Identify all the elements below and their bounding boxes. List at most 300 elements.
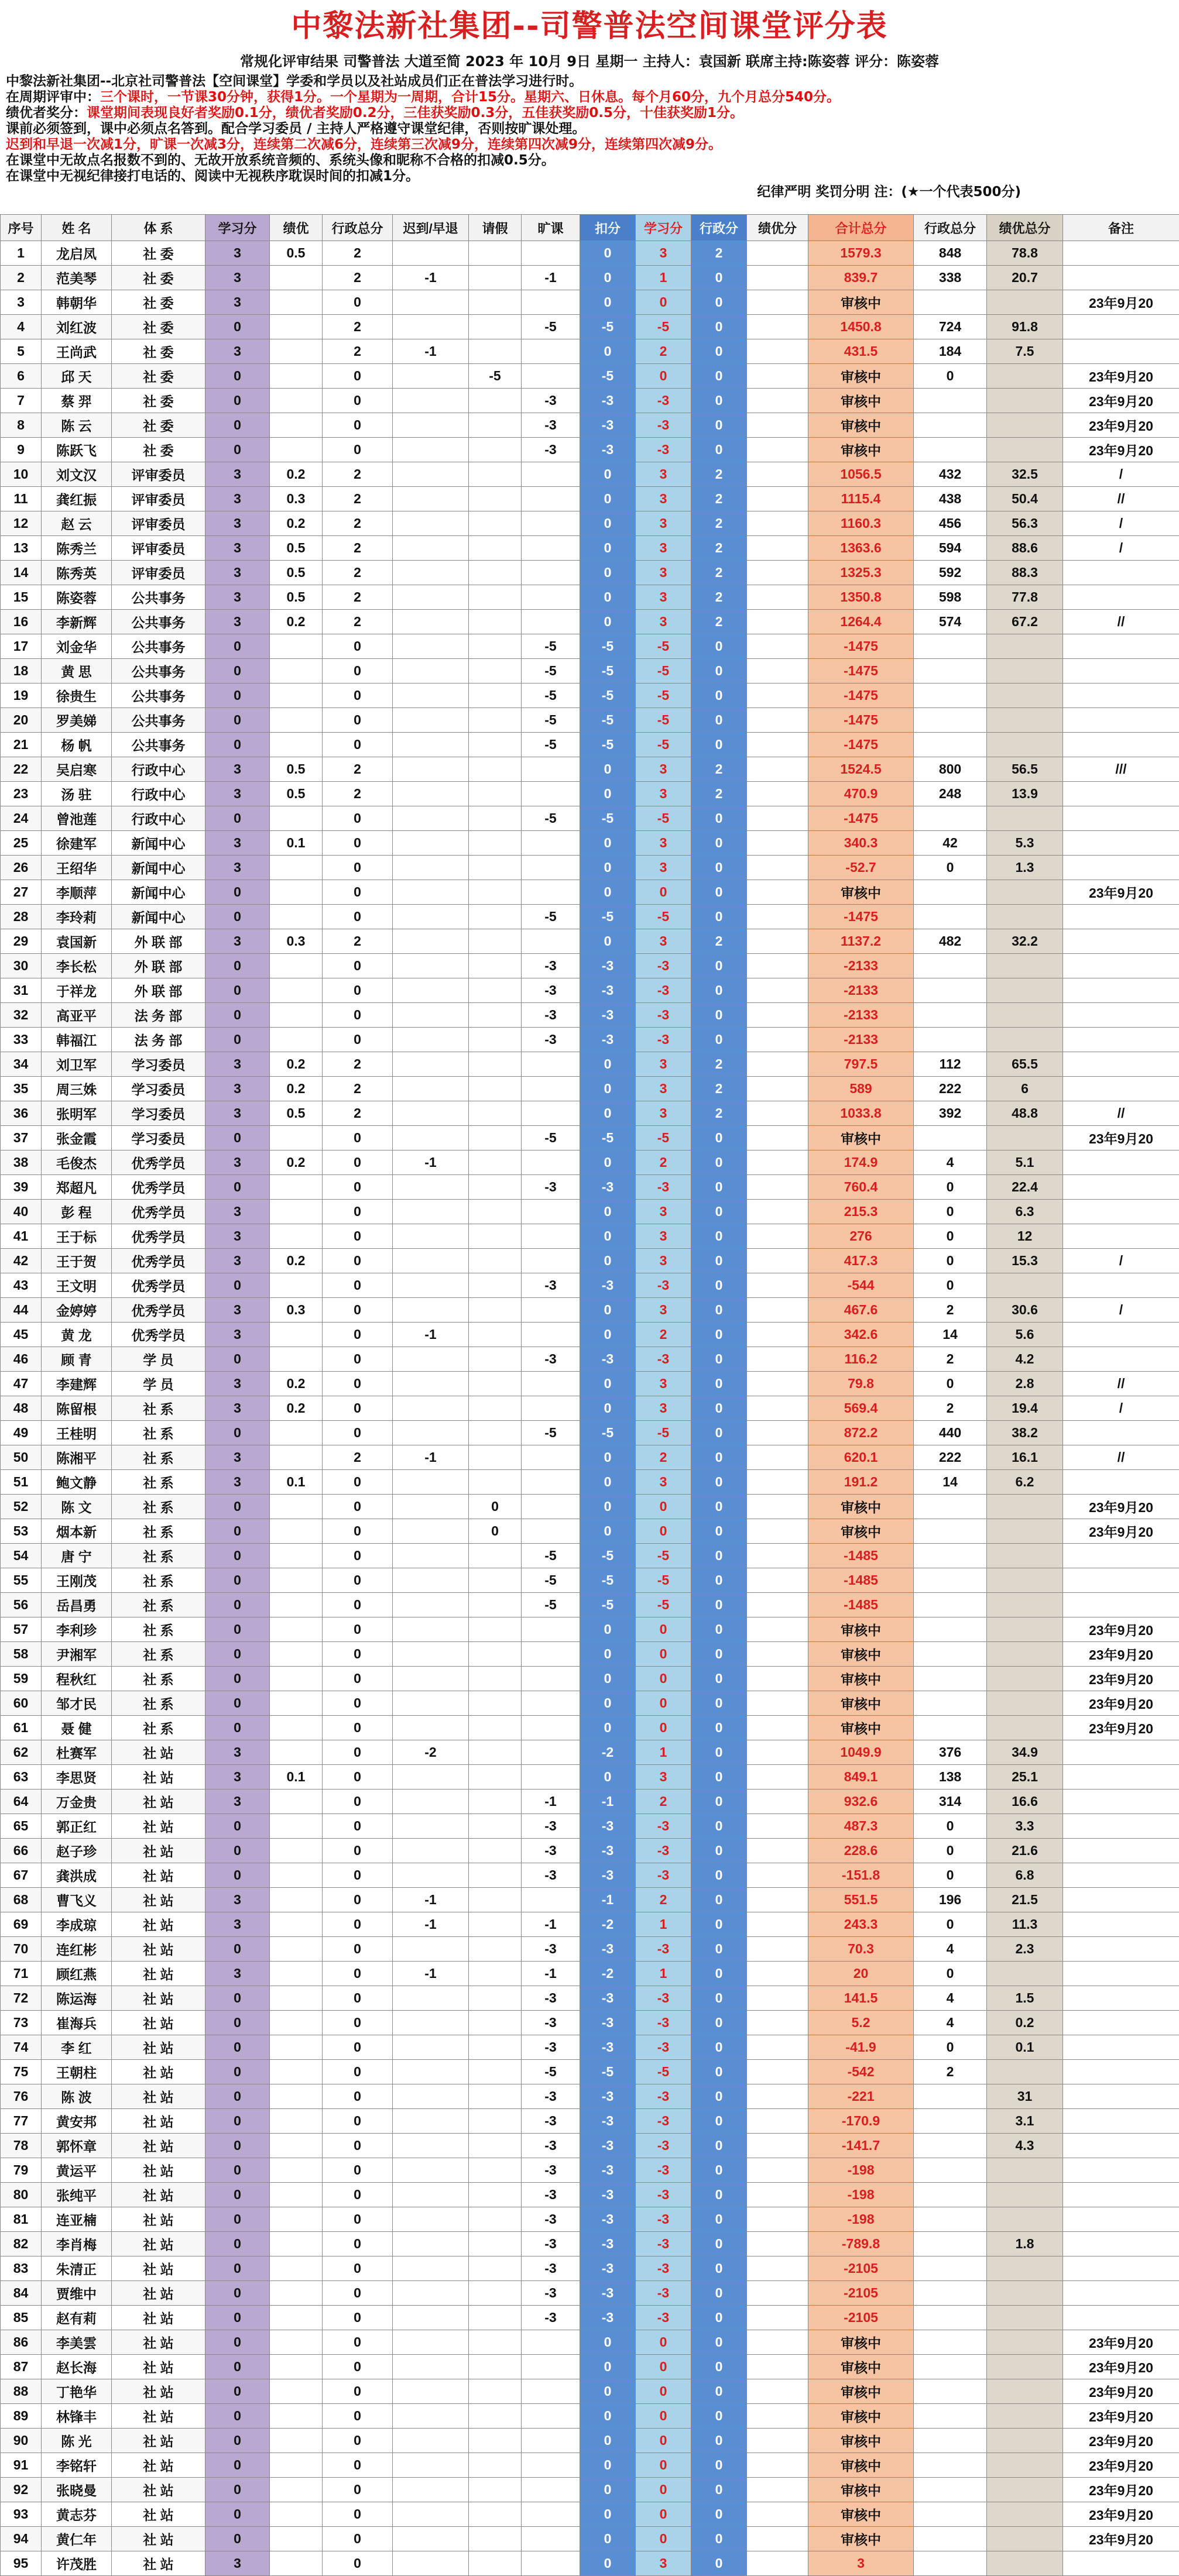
performance-points-cell (747, 1249, 808, 1273)
learning-score-cell: 3 (636, 1249, 691, 1273)
study-score-cell: 3 (205, 487, 270, 511)
performance-points-cell (747, 1912, 808, 1937)
absence-cell: -5 (522, 733, 580, 757)
performance-points-cell (747, 1372, 808, 1396)
member-system-cell: 社 系 (112, 1445, 205, 1470)
member-name-cell: 于祥龙 (42, 978, 112, 1003)
admin-points-cell: 0 (691, 2256, 747, 2281)
leave-cell (469, 1421, 522, 1445)
leave-cell (469, 1568, 522, 1593)
member-name-cell: 龚红振 (42, 487, 112, 511)
admin-score-cell: 2 (323, 511, 393, 536)
table-row (1, 708, 1179, 733)
late-early-cell (393, 241, 469, 266)
member-name-cell: 王于标 (42, 1224, 112, 1249)
absence-cell: -3 (522, 1003, 580, 1028)
late-early-cell (393, 1003, 469, 1028)
table-row (1, 2281, 1179, 2306)
admin-score-cell: 0 (323, 1003, 393, 1028)
deduction-cell: -3 (580, 1175, 636, 1200)
note-line: 迟到和早退一次减1分，旷课一次减3分，连续第二次减6分，连续第三次减9分，连续第四次减9分，连续第四次减9分。 (6, 137, 722, 152)
admin-points-cell: 0 (691, 1175, 747, 1200)
late-early-cell (393, 536, 469, 561)
row-number-cell: 84 (1, 2281, 42, 2306)
total-score-cell: 569.4 (808, 1396, 914, 1421)
performance-total-cell (987, 2404, 1063, 2429)
admin-score-cell: 0 (323, 1937, 393, 1962)
leave-cell (469, 2134, 522, 2158)
late-early-cell (393, 1396, 469, 1421)
learning-score-cell: 2 (636, 1790, 691, 1814)
admin-score-cell: 0 (323, 1544, 393, 1568)
remark-cell (1063, 2256, 1179, 2281)
admin-total-cell: 184 (914, 339, 987, 364)
leave-cell (469, 266, 522, 290)
learning-score-cell: -3 (636, 954, 691, 978)
row-number-cell: 43 (1, 1273, 42, 1298)
member-name-cell: 赵 云 (42, 511, 112, 536)
table-row (1, 1593, 1179, 1617)
learning-score-cell: 3 (636, 1052, 691, 1077)
study-score-cell: 0 (205, 1716, 270, 1740)
study-score-cell: 0 (205, 684, 270, 708)
performance-total-cell (987, 978, 1063, 1003)
leave-cell (469, 1814, 522, 1839)
total-score-cell: -2133 (808, 1003, 914, 1028)
absence-cell (522, 1298, 580, 1323)
deduction-cell: 0 (580, 782, 636, 806)
row-number-cell: 8 (1, 413, 42, 438)
learning-score-cell: 0 (636, 1642, 691, 1667)
performance-points-cell (747, 2306, 808, 2330)
performance-bonus-cell: 0.2 (270, 462, 323, 487)
late-early-cell (393, 2478, 469, 2502)
table-row (1, 880, 1179, 905)
admin-total-cell: 376 (914, 1740, 987, 1765)
admin-total-cell: 14 (914, 1323, 987, 1347)
performance-points-cell (747, 2183, 808, 2207)
study-score-cell: 3 (205, 1765, 270, 1790)
absence-cell (522, 2502, 580, 2527)
admin-score-cell: 0 (323, 1273, 393, 1298)
admin-score-cell: 0 (323, 880, 393, 905)
learning-score-cell: -3 (636, 2035, 691, 2060)
performance-total-cell: 4.3 (987, 2134, 1063, 2158)
leave-cell (469, 1962, 522, 1986)
member-name-cell: 龚洪成 (42, 1863, 112, 1888)
admin-total-cell (914, 2109, 987, 2134)
performance-bonus-cell: 0.1 (270, 1765, 323, 1790)
member-name-cell: 赵有莉 (42, 2306, 112, 2330)
admin-total-cell: 248 (914, 782, 987, 806)
performance-total-cell: 3.3 (987, 1814, 1063, 1839)
total-score-cell: 20 (808, 1962, 914, 1986)
study-score-cell: 0 (205, 2011, 270, 2035)
rules-notes (0, 70, 1179, 214)
absence-cell: -1 (522, 266, 580, 290)
absence-cell (522, 1716, 580, 1740)
performance-points-cell (747, 339, 808, 364)
late-early-cell (393, 2256, 469, 2281)
deduction-cell: -5 (580, 2060, 636, 2084)
note-line: 在周期评审中：三个课时，一节课30分钟，获得1分。一个星期为一周期，合计15分。星期六、日休息。每个月60分，九个月总分540分。 (6, 90, 841, 105)
study-score-cell: 0 (205, 2429, 270, 2453)
total-score-cell: -2105 (808, 2306, 914, 2330)
admin-score-cell: 0 (323, 413, 393, 438)
total-score-cell: -1475 (808, 708, 914, 733)
row-number-cell: 20 (1, 708, 42, 733)
table-row (1, 2355, 1179, 2379)
leave-cell (469, 2330, 522, 2355)
absence-cell: -3 (522, 1028, 580, 1052)
total-score-cell: 79.8 (808, 1372, 914, 1396)
remark-cell: // (1063, 1101, 1179, 1126)
member-system-cell: 社 委 (112, 438, 205, 462)
remark-cell (1063, 2306, 1179, 2330)
member-name-cell: 聂 健 (42, 1716, 112, 1740)
table-row (1, 389, 1179, 413)
performance-total-cell: 6.8 (987, 1863, 1063, 1888)
absence-cell (522, 1740, 580, 1765)
total-score-cell: 审核中 (808, 1642, 914, 1667)
row-number-cell: 60 (1, 1691, 42, 1716)
row-number-cell: 25 (1, 831, 42, 856)
leave-cell (469, 929, 522, 954)
leave-cell (469, 1372, 522, 1396)
remark-cell: 23年9月20 (1063, 2404, 1179, 2429)
performance-total-cell: 56.5 (987, 757, 1063, 782)
table-row (1, 1396, 1179, 1421)
admin-total-cell: 4 (914, 2011, 987, 2035)
remark-cell (1063, 1200, 1179, 1224)
learning-score-cell: -3 (636, 438, 691, 462)
deduction-cell: -3 (580, 2306, 636, 2330)
total-score-cell: 1264.4 (808, 610, 914, 634)
absence-cell (522, 364, 580, 389)
table-row (1, 634, 1179, 659)
performance-points-cell (747, 634, 808, 659)
table-row (1, 1249, 1179, 1273)
member-system-cell: 优秀学员 (112, 1273, 205, 1298)
learning-score-cell: 0 (636, 1716, 691, 1740)
learning-score-cell: -3 (636, 2256, 691, 2281)
leave-cell (469, 2060, 522, 2084)
total-score-cell: 审核中 (808, 290, 914, 315)
admin-points-cell: 2 (691, 241, 747, 266)
admin-points-cell: 0 (691, 2404, 747, 2429)
learning-score-cell: -3 (636, 2207, 691, 2232)
study-score-cell: 0 (205, 806, 270, 831)
admin-total-cell (914, 290, 987, 315)
absence-cell: -5 (522, 634, 580, 659)
performance-bonus-cell (270, 806, 323, 831)
late-early-cell (393, 659, 469, 684)
absence-cell: -1 (522, 1962, 580, 1986)
admin-total-cell: 0 (914, 1814, 987, 1839)
admin-score-cell: 0 (323, 1863, 393, 1888)
study-score-cell: 0 (205, 1495, 270, 1519)
column-header-performance-total: 绩优总分 (987, 215, 1063, 241)
performance-points-cell (747, 1765, 808, 1790)
total-score-cell: 620.1 (808, 1445, 914, 1470)
absence-cell (522, 2527, 580, 2551)
leave-cell (469, 1544, 522, 1568)
member-system-cell: 社 站 (112, 1962, 205, 1986)
absence-cell (522, 1323, 580, 1347)
table-row (1, 1740, 1179, 1765)
member-name-cell: 李利珍 (42, 1617, 112, 1642)
total-score-cell: 审核中 (808, 364, 914, 389)
remark-cell (1063, 1593, 1179, 1617)
learning-score-cell: -3 (636, 1028, 691, 1052)
performance-total-cell: 2.8 (987, 1372, 1063, 1396)
performance-bonus-cell (270, 389, 323, 413)
member-system-cell: 社 站 (112, 1863, 205, 1888)
remark-cell: 23年9月20 (1063, 2429, 1179, 2453)
admin-score-cell: 0 (323, 2551, 393, 2576)
performance-total-cell (987, 2478, 1063, 2502)
total-score-cell: 审核中 (808, 2502, 914, 2527)
total-score-cell: 116.2 (808, 1347, 914, 1372)
table-row (1, 2011, 1179, 2035)
member-name-cell: 黄志芬 (42, 2502, 112, 2527)
remark-cell (1063, 2060, 1179, 2084)
late-early-cell (393, 1568, 469, 1593)
deduction-cell: 0 (580, 241, 636, 266)
deduction-cell: -5 (580, 315, 636, 339)
total-score-cell: -1475 (808, 905, 914, 929)
leave-cell (469, 1740, 522, 1765)
total-score-cell: 1115.4 (808, 487, 914, 511)
leave-cell (469, 290, 522, 315)
admin-total-cell (914, 1544, 987, 1568)
performance-bonus-cell (270, 1347, 323, 1372)
leave-cell (469, 438, 522, 462)
performance-total-cell (987, 364, 1063, 389)
admin-points-cell: 0 (691, 1224, 747, 1249)
remark-cell (1063, 1986, 1179, 2011)
member-name-cell: 赵子珍 (42, 1839, 112, 1863)
table-row (1, 1986, 1179, 2011)
deduction-cell: 0 (580, 2404, 636, 2429)
absence-cell (522, 831, 580, 856)
learning-score-cell: 3 (636, 610, 691, 634)
performance-total-cell: 50.4 (987, 487, 1063, 511)
late-early-cell (393, 2158, 469, 2183)
remark-cell (1063, 2281, 1179, 2306)
admin-score-cell: 0 (323, 2183, 393, 2207)
admin-score-cell: 0 (323, 733, 393, 757)
study-score-cell: 3 (205, 929, 270, 954)
study-score-cell: 0 (205, 1568, 270, 1593)
member-system-cell: 社 站 (112, 2035, 205, 2060)
admin-points-cell: 0 (691, 1347, 747, 1372)
performance-bonus-cell (270, 2379, 323, 2404)
deduction-cell: 0 (580, 1495, 636, 1519)
deduction-cell: -3 (580, 2134, 636, 2158)
admin-points-cell: 0 (691, 659, 747, 684)
leave-cell (469, 1642, 522, 1667)
performance-bonus-cell (270, 266, 323, 290)
admin-total-cell: 2 (914, 1298, 987, 1323)
column-header-remark: 备注 (1063, 215, 1179, 241)
absence-cell: -3 (522, 1986, 580, 2011)
admin-score-cell: 0 (323, 2011, 393, 2035)
table-row (1, 2183, 1179, 2207)
performance-total-cell (987, 634, 1063, 659)
table-row (1, 1101, 1179, 1126)
late-early-cell (393, 2011, 469, 2035)
performance-bonus-cell (270, 290, 323, 315)
late-early-cell (393, 1765, 469, 1790)
admin-score-cell: 2 (323, 1445, 393, 1470)
table-row (1, 1200, 1179, 1224)
performance-points-cell (747, 2060, 808, 2084)
remark-cell (1063, 241, 1179, 266)
performance-points-cell (747, 1593, 808, 1617)
late-early-cell: -1 (393, 1888, 469, 1912)
admin-total-cell: 800 (914, 757, 987, 782)
deduction-cell: -3 (580, 1863, 636, 1888)
table-row (1, 1175, 1179, 1200)
absence-cell: -5 (522, 1421, 580, 1445)
member-name-cell: 李铭轩 (42, 2453, 112, 2478)
member-system-cell: 优秀学员 (112, 1298, 205, 1323)
admin-points-cell: 0 (691, 389, 747, 413)
admin-score-cell: 2 (323, 1052, 393, 1077)
remark-cell (1063, 2232, 1179, 2256)
admin-total-cell: 222 (914, 1445, 987, 1470)
member-name-cell: 李新辉 (42, 610, 112, 634)
remark-cell (1063, 634, 1179, 659)
absence-cell (522, 241, 580, 266)
admin-total-cell (914, 1495, 987, 1519)
member-system-cell: 外 联 部 (112, 954, 205, 978)
admin-score-cell: 0 (323, 1912, 393, 1937)
admin-points-cell: 0 (691, 413, 747, 438)
row-number-cell: 48 (1, 1396, 42, 1421)
admin-points-cell: 0 (691, 266, 747, 290)
admin-points-cell: 0 (691, 2158, 747, 2183)
performance-points-cell (747, 1273, 808, 1298)
admin-points-cell: 0 (691, 2330, 747, 2355)
table-row (1, 1495, 1179, 1519)
admin-total-cell: 0 (914, 1273, 987, 1298)
member-system-cell: 社 站 (112, 2207, 205, 2232)
deduction-cell: 0 (580, 610, 636, 634)
table-row (1, 659, 1179, 684)
admin-points-cell: 0 (691, 2281, 747, 2306)
leave-cell (469, 2011, 522, 2035)
total-score-cell: 审核中 (808, 2379, 914, 2404)
table-row (1, 561, 1179, 585)
late-early-cell (393, 929, 469, 954)
remark-cell: 23年9月20 (1063, 1667, 1179, 1691)
learning-score-cell: -3 (636, 413, 691, 438)
absence-cell: -3 (522, 2256, 580, 2281)
admin-score-cell: 0 (323, 1568, 393, 1593)
performance-total-cell (987, 1003, 1063, 1028)
admin-score-cell: 0 (323, 1962, 393, 1986)
leave-cell (469, 1617, 522, 1642)
row-number-cell: 23 (1, 782, 42, 806)
performance-total-cell (987, 2429, 1063, 2453)
learning-score-cell: -3 (636, 978, 691, 1003)
performance-total-cell (987, 2453, 1063, 2478)
remark-cell (1063, 1863, 1179, 1888)
learning-score-cell: 3 (636, 536, 691, 561)
table-row (1, 266, 1179, 290)
admin-points-cell: 0 (691, 1519, 747, 1544)
performance-total-cell (987, 2281, 1063, 2306)
admin-score-cell: 0 (323, 1224, 393, 1249)
absence-cell: -5 (522, 1126, 580, 1150)
absence-cell (522, 1150, 580, 1175)
absence-cell: -3 (522, 2084, 580, 2109)
study-score-cell: 0 (205, 880, 270, 905)
admin-points-cell: 0 (691, 1372, 747, 1396)
study-score-cell: 3 (205, 1101, 270, 1126)
leave-cell (469, 2306, 522, 2330)
table-row (1, 905, 1179, 929)
row-number-cell: 17 (1, 634, 42, 659)
performance-total-cell: 7.5 (987, 339, 1063, 364)
performance-total-cell: 16.1 (987, 1445, 1063, 1470)
admin-points-cell: 0 (691, 1962, 747, 1986)
study-score-cell: 3 (205, 536, 270, 561)
deduction-cell: -2 (580, 1912, 636, 1937)
performance-bonus-cell (270, 2429, 323, 2453)
remark-cell: 23年9月20 (1063, 2527, 1179, 2551)
performance-bonus-cell: 0.2 (270, 610, 323, 634)
row-number-cell: 18 (1, 659, 42, 684)
performance-bonus-cell (270, 2158, 323, 2183)
member-system-cell: 社 站 (112, 2551, 205, 2576)
admin-points-cell: 0 (691, 1323, 747, 1347)
deduction-cell: -5 (580, 1126, 636, 1150)
member-name-cell: 刘卫军 (42, 1052, 112, 1077)
member-system-cell: 社 系 (112, 1667, 205, 1691)
study-score-cell: 3 (205, 1077, 270, 1101)
member-name-cell: 吴启寒 (42, 757, 112, 782)
absence-cell: -3 (522, 2232, 580, 2256)
performance-total-cell (987, 290, 1063, 315)
total-score-cell: 审核中 (808, 2478, 914, 2502)
performance-points-cell (747, 2453, 808, 2478)
performance-total-cell: 2.3 (987, 1937, 1063, 1962)
admin-total-cell (914, 978, 987, 1003)
table-row (1, 1691, 1179, 1716)
admin-points-cell: 0 (691, 1150, 747, 1175)
admin-score-cell: 0 (323, 634, 393, 659)
learning-score-cell: 0 (636, 1617, 691, 1642)
absence-cell (522, 536, 580, 561)
member-system-cell: 社 系 (112, 1617, 205, 1642)
total-score-cell: 470.9 (808, 782, 914, 806)
study-score-cell: 3 (205, 585, 270, 610)
absence-cell (522, 511, 580, 536)
member-name-cell: 尹湘军 (42, 1642, 112, 1667)
deduction-cell: -5 (580, 1568, 636, 1593)
admin-total-cell (914, 634, 987, 659)
performance-total-cell: 13.9 (987, 782, 1063, 806)
performance-total-cell (987, 1691, 1063, 1716)
performance-total-cell: 3.1 (987, 2109, 1063, 2134)
performance-total-cell (987, 2330, 1063, 2355)
performance-bonus-cell (270, 1175, 323, 1200)
row-number-cell: 38 (1, 1150, 42, 1175)
admin-points-cell: 2 (691, 462, 747, 487)
